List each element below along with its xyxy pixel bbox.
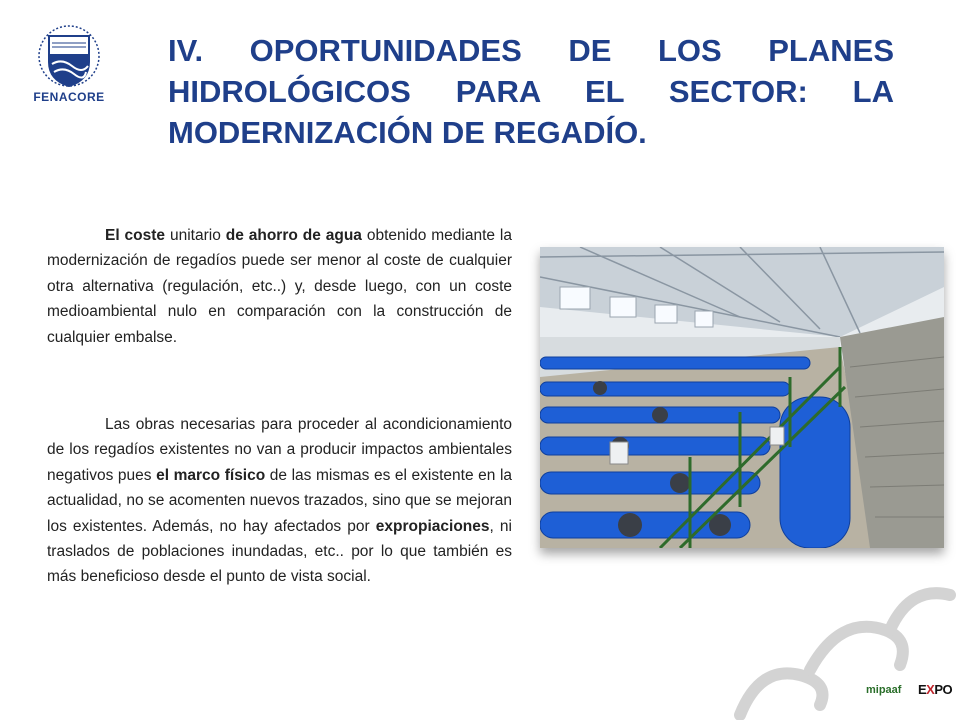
para1-text-2: obtenido mediante la modernización de regadíos puede ser menor al coste de cualquier otra alternativa (regulación, etc..) y, desde luego, con un coste medioambiental nulo en comparación con la construcción de cualquier embalse. [47, 227, 512, 346]
expo-letter-e: E [918, 682, 927, 697]
pumping-station-photo [540, 247, 944, 548]
fenacore-logo [14, 14, 124, 124]
slide-title: IV. OPORTUNIDADES DE LOS PLANES HIDROLÓGICOS PARA EL SECTOR: LA MODERNIZACIÓN DE REGADÍO. [168, 33, 894, 150]
para2-bold-1: el marco físico [156, 466, 266, 484]
para1-bold-1: El coste [105, 227, 166, 244]
expo-letters-po: PO [934, 682, 953, 697]
mipaaf-logo: mipaaf [866, 684, 902, 696]
paragraph-water-savings-cost [47, 223, 512, 350]
logo-name: FENACORE [33, 90, 105, 104]
para2-text-1: Las obras necesarias para proceder al acondicionamiento de los regadíos existentes no van a producir impactos ambientales negativos pues [47, 416, 512, 484]
fenacore-logo-icon [14, 14, 124, 94]
expo-logo [918, 682, 952, 697]
para2-bold-2: expropiaciones [375, 517, 490, 535]
para1-bold-2: de ahorro de agua [225, 227, 362, 244]
paragraph-environmental-impact [47, 412, 512, 590]
para2-text-3: , ni traslados de poblaciones inundadas, etc.. por lo que también es más beneficioso desde el punto de vista social. [47, 517, 512, 586]
decorative-swirl-icon [700, 575, 960, 720]
para1-text-1: unitario [165, 227, 226, 244]
para2-text-2: de las mismas es el existente en la actualidad, no se acomenten nuevos trazados, sino que se mejoran los existentes. Además, no hay afectados por [47, 466, 513, 535]
expo-letter-x: X [926, 682, 935, 697]
